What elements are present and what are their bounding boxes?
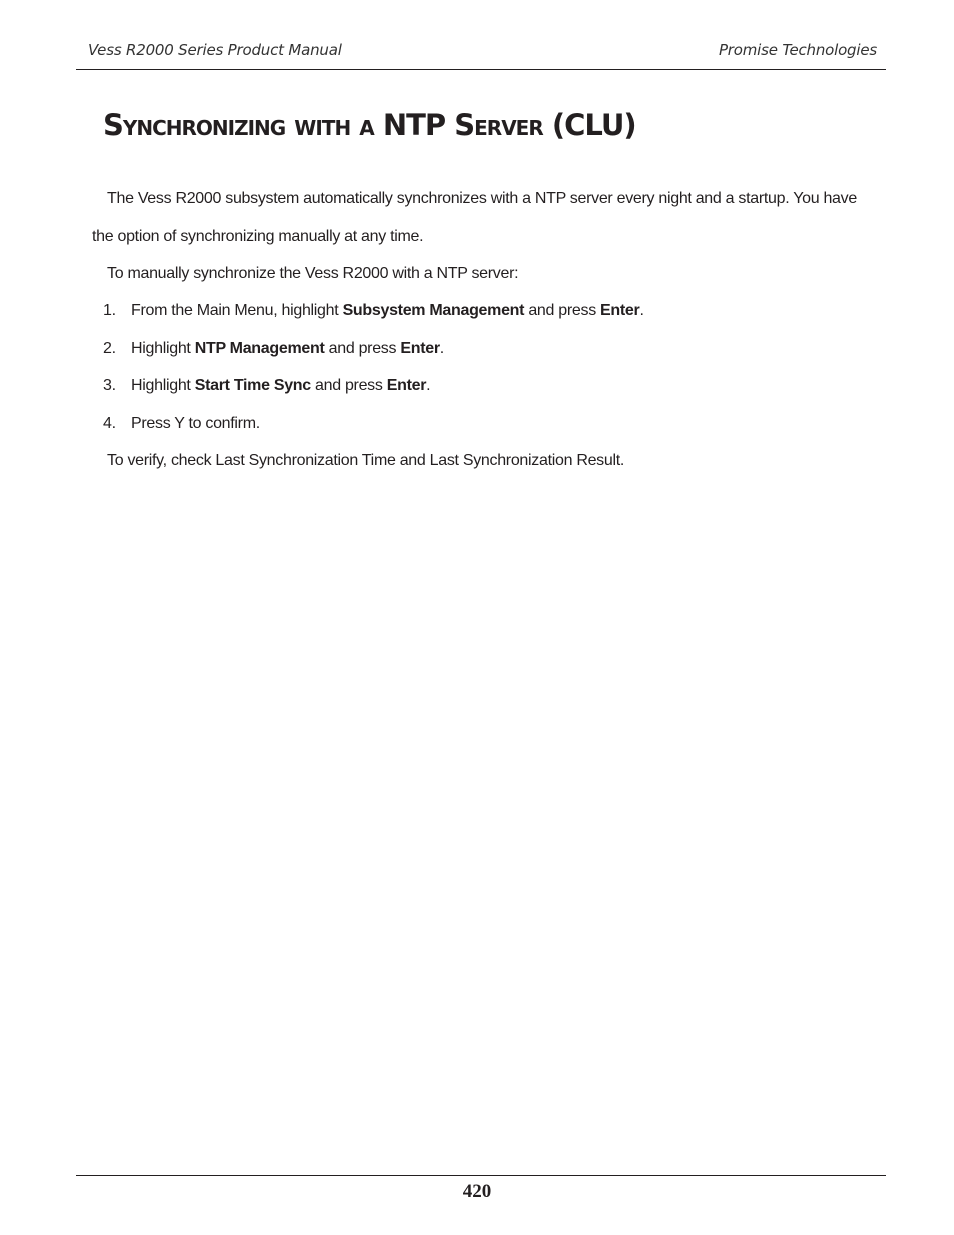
intro-line-1: The Vess R2000 subsystem automatically synchronizes with a NTP server every night and a startup. You have [107,190,857,207]
step-number: 2. [103,340,116,357]
step-item [103,415,260,433]
menu-option-name: Subsystem Management [342,302,525,319]
key-name: Enter [400,340,440,357]
section-title: Synchronizing with a NTP Server (CLU) [103,108,636,142]
page-header [76,38,886,70]
step-text: . [639,302,644,319]
header-company: Promise Technologies [718,41,877,59]
step-text: and press [524,302,601,319]
step-number: 1. [103,302,116,319]
menu-option-name: NTP Management [194,340,325,357]
step-number: 3. [103,377,116,394]
step-item [103,377,430,395]
step-text: . [426,377,431,394]
step-text: Press Y to confirm. [131,415,260,432]
step-text: and press [324,340,401,357]
procedure-lead: To manually synchronize the Vess R2000 with a NTP server: [107,265,519,282]
step-text: Highlight [131,340,195,357]
step-text: From the Main Menu, highlight [131,302,343,319]
page-number: 420 [462,1181,492,1202]
intro-line-2: the option of synchronizing manually at any time. [92,228,424,245]
step-text: Highlight [131,377,195,394]
step-text: . [439,340,444,357]
step-item [103,340,444,358]
key-name: Enter [386,377,427,394]
verify-text: To verify, check Last Synchronization Time and Last Synchronization Result. [107,452,625,469]
step-item [103,302,644,320]
step-number: 4. [103,415,116,432]
footer-rule [76,1175,886,1176]
header-manual-title: Vess R2000 Series Product Manual [88,41,342,59]
menu-option-name: Start Time Sync [194,377,311,394]
step-text: and press [310,377,387,394]
key-name: Enter [600,302,640,319]
